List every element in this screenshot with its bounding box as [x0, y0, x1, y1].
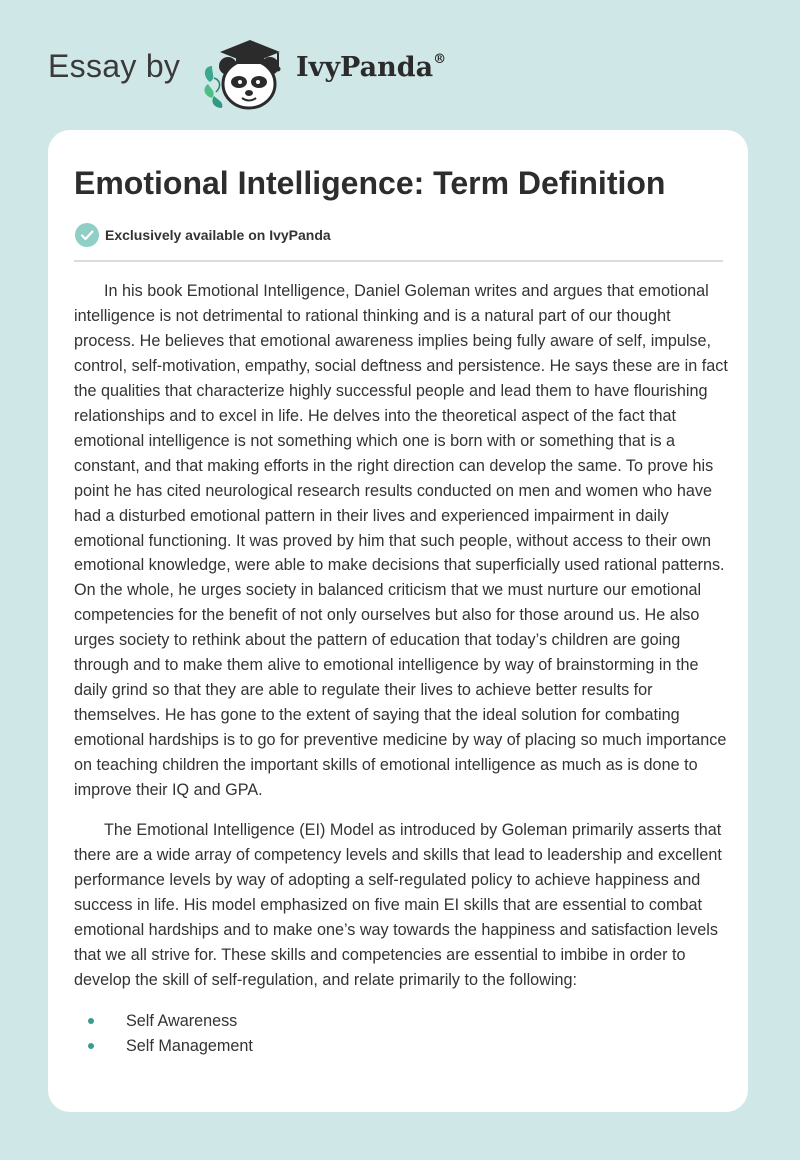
page-title: Emotional Intelligence: Term Definition [74, 165, 666, 201]
list-item [74, 1034, 728, 1059]
exclusive-badge [74, 222, 331, 248]
bullet-icon [88, 1043, 94, 1049]
article-card [48, 130, 748, 1112]
brand-name[interactable]: IvyPanda® [296, 52, 447, 83]
list-item [74, 1009, 728, 1034]
list-item-label: Self Awareness [126, 1011, 238, 1030]
paragraph: In his book Emotional Intelligence, Daniel Goleman writes and argues that emotional intelligence is not detrimental to rational thinking and is a natural part of our thought process. He believes that emotional awareness implies being fully aware of self, impulse, control, self-motivation, empathy, social deftness and persistence. He says these are in fact the qualities that characterize highly successful people and lead them to have flourishing relationships and to excel in life. He delves into the theoretical aspect of the fact that emotional intelligence is not something which one is born with or something that is a constant, and that making efforts in the right direction can develop the same. To prove his point he has cited neurological research results conducted on men and women who have had a disturbed emotional pattern in their lives and experienced impairment in daily emotional functioning. It was proved by him that such people, without access to their own emotional knowledge, were able to make decisions that superficially used rational patterns. On the whole, he urges society in balanced criticism that we must nurture our emotional competencies for the benefit of not only ourselves but also for those around us. He also urges society to rethink about the pattern of education that today’s children are going through and to make them alive to emotional intelligence by way of brainstorming in the daily grind so that they are able to regulate their lives to achieve better results for themselves. He has gone to the extent of saying that the ideal solution for combating emotional hardships is to go for preventive medicine by way of placing so much importance on teaching children the important skills of emotional intelligence as much as is done to improve their IQ and GPA. [74, 282, 728, 800]
paragraph: The Emotional Intelligence (EI) Model as introduced by Goleman primarily asserts that there are a wide array of competency levels and skills that lead to leadership and excellent performance levels by way of adopting a self-regulated policy to achieve happiness and success in life. His model emphasized on five main EI skills that are essential to combat emotional hardships and to make one’s way towards the happiness and satisfaction levels that we all strive for. These skills and competencies are essential to imbibe in order to develop the skill of self-regulation, and relate primarily to the following: [74, 821, 722, 989]
check-circle-icon [74, 222, 100, 248]
bullet-icon [88, 1018, 94, 1024]
site-header [48, 30, 508, 110]
article-body [74, 279, 728, 1059]
registered-mark: ® [433, 52, 447, 67]
exclusive-badge-label: Exclusively available on IvyPanda [105, 227, 331, 243]
panda-graduate-icon[interactable] [200, 36, 290, 112]
divider [74, 260, 723, 262]
list-item-label: Self Management [126, 1036, 253, 1055]
essay-by-label: Essay by [48, 48, 181, 84]
skills-list [74, 1009, 728, 1059]
